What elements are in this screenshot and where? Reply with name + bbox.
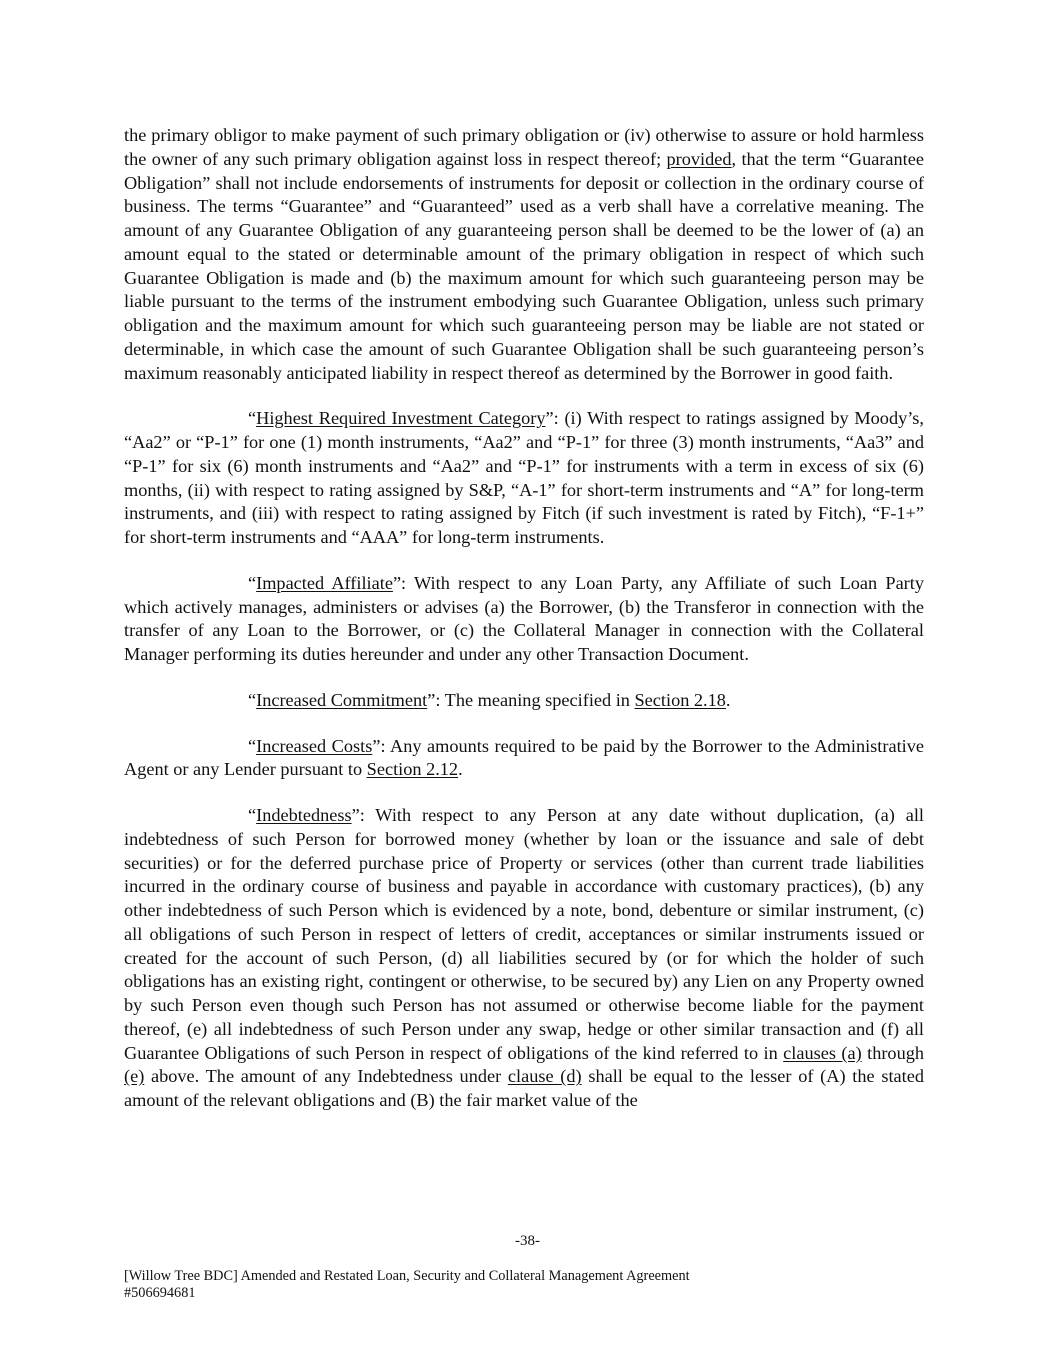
section-reference: Section 2.12	[366, 759, 459, 780]
clause-reference: clause (d)	[507, 1066, 582, 1087]
document-body	[124, 124, 924, 1113]
definition-impacted-affiliate: “Impacted Affiliate”: With respect to any Loan Party, any Affiliate of such Loan Party which actively manages, administers or advises (a) the Borrower, (b) the Transferor in connection with the transfer of any Loan to the Borrower, or (c) the Collateral Manager in connection with the Collateral Manager performing its duties hereunder and under any other Transaction Document.	[124, 572, 924, 664]
definition-highest-required-investment-category: “Highest Required Investment Category”: (i) With respect to ratings assigned by Moody’s, “Aa2” or “P-1” for one (1) month instruments, “Aa2” and “P-1” for three (3) month instruments, “Aa3” and “P-1” for six (6) month instruments and “Aa2” and “P-1” for instruments with a term in excess of six (6) months, (ii) with respect to rating assigned by S&P, “A-1” for short-term instruments and “A” for long-term instruments, and (iii) with respect to rating assigned by Fitch (if such investment is rated by Fitch), “F-1+” for short-term instruments and “AAA” for long-term instruments.	[124, 408, 924, 547]
defined-term: Indebtedness	[256, 805, 352, 825]
defined-term: Increased Commitment	[256, 689, 428, 710]
defined-term: Impacted Affiliate	[256, 572, 393, 593]
footer-title: [Willow Tree BDC] Amended and Restated Loan, Security and Collateral Management Agreement	[124, 1268, 690, 1284]
paragraph-guarantee-obligation-continued: the primary obligor to make payment of such primary obligation or (iv) otherwise to assure or hold harmless the owner of any such primary obligation against loss in respect thereof; provided, that the term “Guarantee Obligation” shall not include endorsements of instruments for deposit or collection in the ordinary course of business. The terms “Guarantee” and “Guaranteed” used as a verb shall have a correlative meaning. The amount of any Guarantee Obligation of any guaranteeing person shall be deemed to be the lower of (a) an amount equal to the stated or determinable amount of the primary obligation in respect of which such Guarantee Obligation is made and (b) the maximum amount for which such guaranteeing person may be liable pursuant to the terms of the instrument embodying such Guarantee Obligation, unless such primary obligation and the maximum amount for which such guaranteeing person may be liable are not stated or determinable, in which case the amount of such Guarantee Obligation shall be such guaranteeing person’s maximum reasonably anticipated liability in respect thereof as determined by the Borrower in good faith.	[124, 125, 924, 383]
defined-term: Increased Costs	[256, 735, 373, 756]
definition-indebtedness: “Indebtedness”: With respect to any Person at any date without duplication, (a) all indebtedness of such Person for borrowed money (whether by loan or the issuance and sale of debt securities) or for the deferred purchase price of Property or services (other than current trade liabilities incurred in the ordinary course of business and payable in accordance with customary practices), (b) any other indebtedness of such Person which is evidenced by a note, bond, debenture or similar instrument, (c) all obligations of such Person in respect of letters of credit, acceptances or similar instruments issued or created for the account of such Person, (d) all liabilities secured by (or for which the holder of such obligations has an existing right, contingent or otherwise, to be secured by) any Lien on any Property owned by such Person even though such Person has not assumed or otherwise become liable for the payment thereof, (e) all indebtedness of such Person under any swap, hedge or other similar transaction and (f) all Guarantee Obligations of such Person in respect of obligations of the kind referred to in clauses (a) through (e) above. The amount of any Indebtedness under clause (d) shall be equal to the lesser of (A) the stated amount of the relevant obligations and (B) the fair market value of the	[124, 805, 924, 1110]
definition-increased-costs: “Increased Costs”: Any amounts required to be paid by the Borrower to the Administrative Agent or any Lender pursuant to Section 2.12.	[124, 735, 924, 780]
footer-doc-id: #506694681	[124, 1285, 196, 1301]
definition-increased-commitment: “Increased Commitment”: The meaning specified in Section 2.18.	[248, 689, 731, 710]
term-provided: provided	[666, 148, 732, 169]
clause-reference: (e)	[124, 1066, 145, 1087]
section-reference: Section 2.18	[634, 689, 726, 710]
defined-term: Highest Required Investment Category	[256, 408, 546, 429]
clause-reference: clauses (a)	[783, 1042, 862, 1063]
page-number: -38-	[515, 1233, 540, 1249]
document-footer	[124, 1268, 690, 1302]
